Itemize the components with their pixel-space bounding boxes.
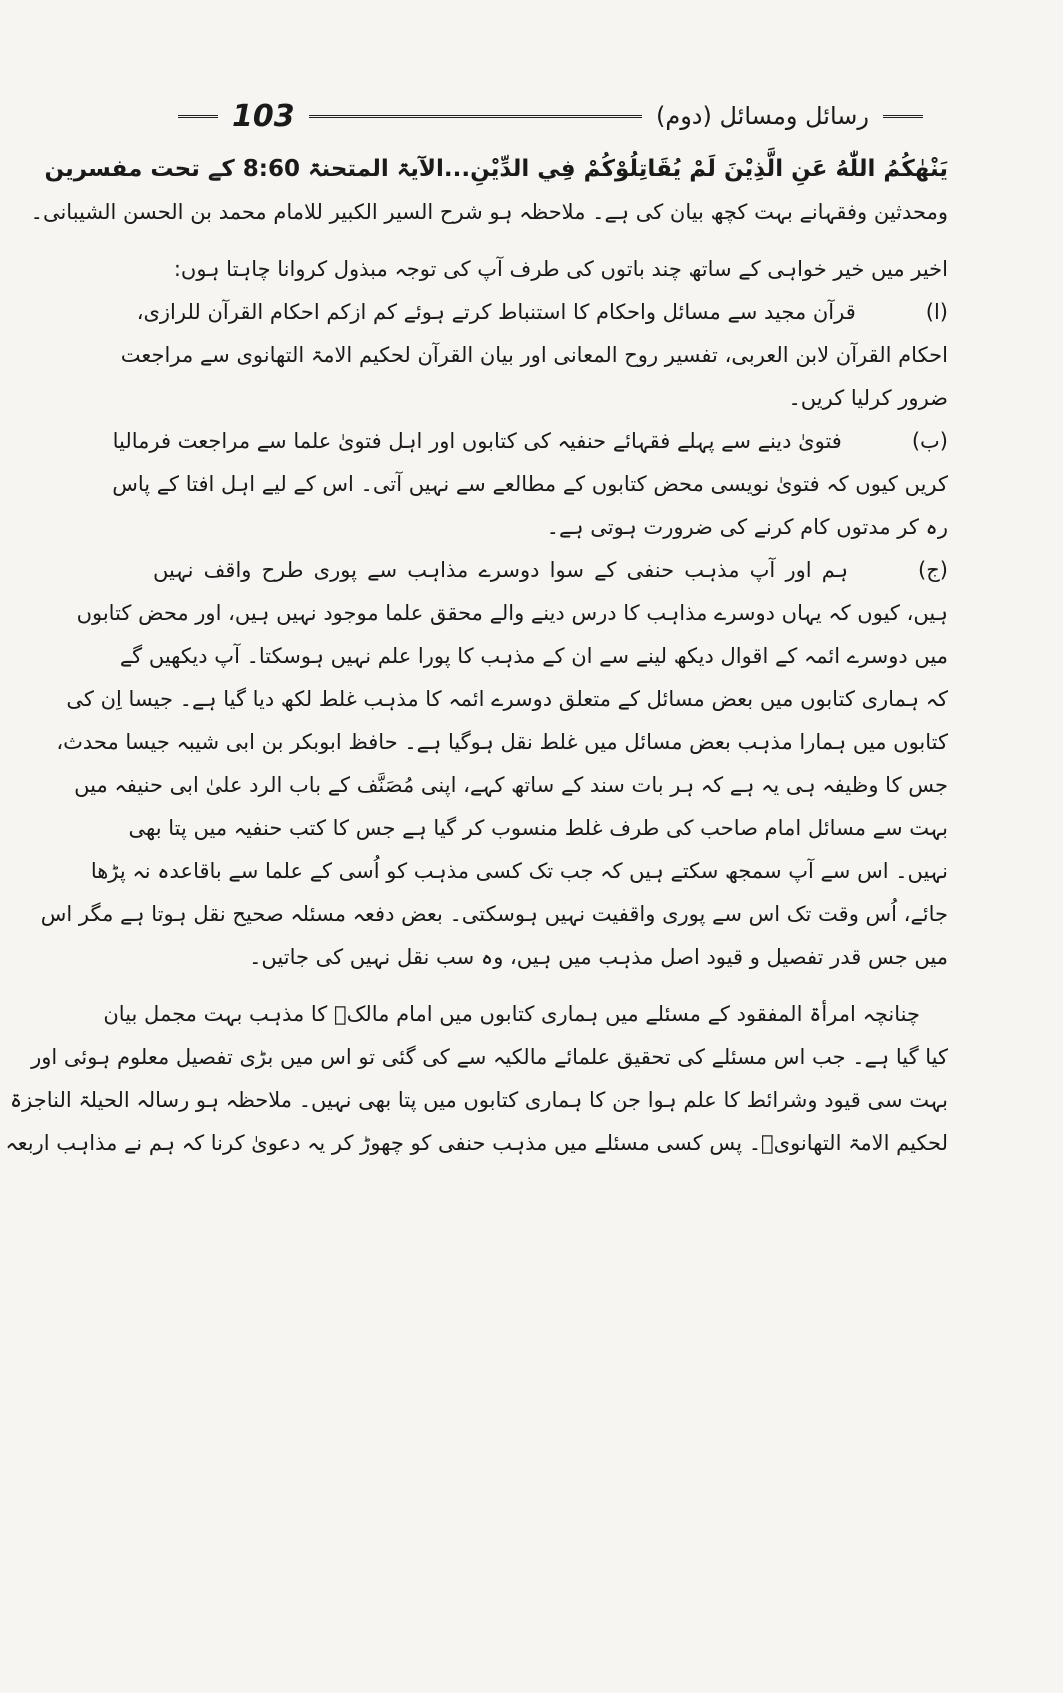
point-c-text: ہم اور آپ مذہب حنفی کے سوا دوسرے مذاہب سے پوری طرح واقف نہیں [153,558,849,582]
quran-verse-line: يَنْهٰكُمُ اللّٰهُ عَنِ الَّذِيْنَ لَمْ يُقَاتِلُوْكُمْ فِي الدِّيْنِ...الآیۃ المتحنۃ 8:60 کے تحت مفسرین [44,156,948,182]
header-rule-right [883,115,923,118]
text-line: جس کا وظیفہ ہی یہ ہے کہ ہر بات سند کے ساتھ کہے، اپنی مُصَنَّف کے باب الرد علیٰ ابی حنیفہ میں [74,773,948,797]
running-title: رسائل ومسائل (دوم) [655,102,869,130]
point-b-marker: (ب) [911,429,948,453]
intro-line: اخیر میں خیر خواہی کے ساتھ چند باتوں کی طرف آپ کی توجہ مبذول کروانا چاہتا ہوں: [173,257,948,281]
page-header [178,96,923,136]
point-b-text: فتویٰ دینے سے پہلے فقہائے حنفیہ کی کتابوں اور اہل فتویٰ علما سے مراجعت فرمالیا [112,429,842,453]
text-line: لحکیم الامۃ التھانویؒ۔ پس کسی مسئلے میں مذہب حنفی کو چھوڑ کر یہ دعویٰ کرنا کہ ہم نے مذاہب اربعہ [5,1131,948,1155]
point-a-marker: (ا) [925,300,948,324]
page-number: 103 [232,98,295,134]
text-line: بہت سے مسائل امام صاحب کی طرف غلط منسوب کر گیا ہے جس کا کتب حنفیہ میں پتا بھی [128,816,948,840]
page-body [5,148,948,1165]
text-line: ضرور کرلیا کریں۔ [788,386,948,410]
text-line: چنانچہ امرأۃ المفقود کے مسئلے میں ہماری کتابوں میں امام مالکؒ کا مذہب بہت مجمل بیان [103,1002,920,1026]
text-line: کریں کیوں کہ فتویٰ نویسی محض کتابوں کے مطالعے سے نہیں آتی۔ اس کے لیے اہل افتا کے پاس [112,472,948,496]
text-line: نہیں۔ اس سے آپ سمجھ سکتے ہیں کہ جب تک کسی مذہب کو اُسی کے علما سے باقاعدہ نہ پڑھا [90,859,948,883]
text-line: رہ کر مدتوں کام کرنے کی ضرورت ہوتی ہے۔ [546,515,948,539]
point-b-line [112,420,948,463]
point-c-marker: (ج) [918,558,948,582]
header-rule-middle [309,115,642,118]
text-line: بہت سی قیود وشرائط کا علم ہوا جن کا ہماری کتابوں میں پتا بھی نہیں۔ ملاحظہ ہو رسالہ الحیلۃ الناجزۃ [9,1088,948,1112]
text-line: احکام القرآن لابن العربی، تفسیر روح المعانی اور بیان القرآن لحکیم الامۃ التھانوی سے مراجعت [120,343,948,367]
text-line: کیا گیا ہے۔ جب اس مسئلے کی تحقیق علمائے مالکیہ سے کی گئی تو اس میں بڑی تفصیل معلوم ہوئی اور [31,1045,948,1069]
text-line: جائے، اُس وقت تک اس سے پوری واقفیت نہیں ہوسکتی۔ بعض دفعہ مسئلہ صحیح نقل ہوتا ہے مگر اس [40,902,948,926]
point-a-line [136,291,948,334]
text-line: ومحدثین وفقہانے بہت کچھ بیان کی ہے۔ ملاحظہ ہو شرح السیر الکبیر للامام محمد بن الحسن الشیبانی۔ [30,200,948,224]
text-line: ہیں، کیوں کہ یہاں دوسرے مذاہب کا درس دینے والے محقق علما موجود نہیں ہیں، اور محض کتابوں [76,601,948,625]
point-a-text: قرآن مجید سے مسائل واحکام کا استنباط کرتے ہوئے کم ازکم احکام القرآن للرازی، [136,300,856,324]
point-c-line [153,549,948,592]
text-line: کہ ہماری کتابوں میں بعض مسائل کے متعلق دوسرے ائمہ کا مذہب غلط لکھ دیا گیا ہے۔ جیسا اِن کی [66,687,948,711]
text-line: میں جس قدر تفصیل و قیود اصل مذہب میں ہیں، وہ سب نقل نہیں کی جاتیں۔ [249,945,948,969]
header-rule-left [178,115,218,118]
text-line: میں دوسرے ائمہ کے اقوال دیکھ لینے سے ان کے مذہب کا پورا علم نہیں ہوسکتا۔ آپ دیکھیں گے [119,644,948,668]
text-line: کتابوں میں ہمارا مذہب بعض مسائل میں غلط نقل ہوگیا ہے۔ حافظ ابوبکر بن ابی شیبہ جیسا محدث، [56,730,948,754]
